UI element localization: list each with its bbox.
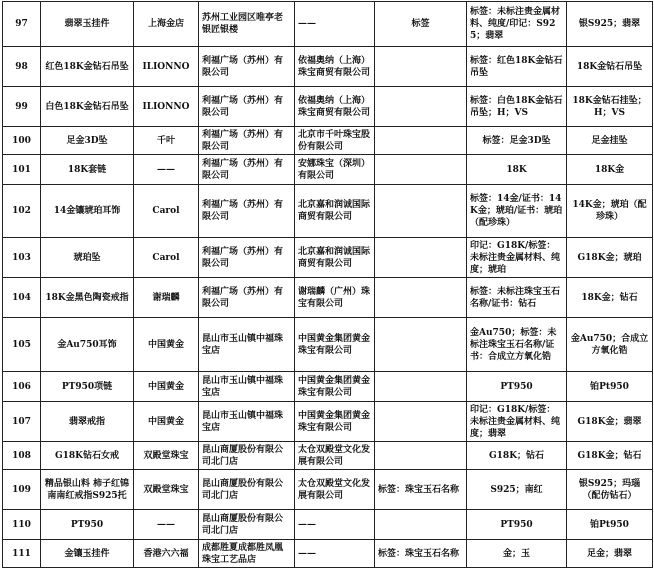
row-number: 111 bbox=[3, 540, 41, 568]
table-row bbox=[3, 372, 653, 402]
seller: 利福广场（苏州）有限公司 bbox=[199, 87, 295, 127]
seller: 昆山商厦股份有限公司北门店 bbox=[199, 510, 295, 540]
label-type bbox=[375, 318, 467, 372]
marking: PT950 bbox=[467, 372, 567, 402]
seller: 成都胜夏成都胜凤凰珠宝工艺品店 bbox=[199, 540, 295, 568]
seller: 利福广场（苏州）有限公司 bbox=[199, 127, 295, 155]
result: G18K金；翡翠 bbox=[567, 402, 653, 442]
row-number: 108 bbox=[3, 442, 41, 470]
label-type bbox=[375, 402, 467, 442]
table-row bbox=[3, 470, 653, 510]
marking: PT950 bbox=[467, 510, 567, 540]
product-name: 红色18K金钻石吊坠 bbox=[41, 47, 134, 87]
marking: 标签：白色18K金钻石吊坠；H；VS bbox=[467, 87, 567, 127]
seller: 利福广场（苏州）有限公司 bbox=[199, 238, 295, 278]
producer: 中国黄金集团黄金珠宝有限公司 bbox=[295, 318, 375, 372]
row-number: 106 bbox=[3, 372, 41, 402]
label-type bbox=[375, 47, 467, 87]
producer: 安娜珠宝（深圳）有限公司 bbox=[295, 155, 375, 185]
row-number: 97 bbox=[3, 2, 41, 47]
product-name: PT950 bbox=[41, 510, 134, 540]
marking: 标签：未标注贵金属材料、纯度/印记：S925；翡翠 bbox=[467, 2, 567, 47]
product-name: 金Au750耳饰 bbox=[41, 318, 134, 372]
table-row bbox=[3, 155, 653, 185]
result: 14K金；琥珀（配珍珠） bbox=[567, 185, 653, 238]
result: 足金挂坠 bbox=[567, 127, 653, 155]
seller: 利福广场（苏州）有限公司 bbox=[199, 185, 295, 238]
label-type bbox=[375, 155, 467, 185]
result: 18K金钻石吊坠 bbox=[567, 47, 653, 87]
result: 铂Pt950 bbox=[567, 372, 653, 402]
producer: 谢瑞麟（广州）珠宝有限公司 bbox=[295, 278, 375, 318]
row-number: 110 bbox=[3, 510, 41, 540]
product-name: 足金3D坠 bbox=[41, 127, 134, 155]
producer: 太仓双殿堂文化发展有限公司 bbox=[295, 442, 375, 470]
seller: 昆山市玉山镇中福珠宝店 bbox=[199, 318, 295, 372]
brand: 中国黄金 bbox=[134, 318, 199, 372]
product-name: 翡翠戒指 bbox=[41, 402, 134, 442]
product-name: 精品银山料 柿子红锦南南红戒指S925托 bbox=[41, 470, 134, 510]
result: 银S925；翡翠 bbox=[567, 2, 653, 47]
brand: 双殿堂珠宝 bbox=[134, 442, 199, 470]
brand: Carol bbox=[134, 238, 199, 278]
label-type bbox=[375, 238, 467, 278]
label-type: 标签：珠宝玉石名称 bbox=[375, 470, 467, 510]
result: G18K金；钻石 bbox=[567, 442, 653, 470]
result: G18K金；琥珀 bbox=[567, 238, 653, 278]
producer: 依福奥纳（上海）珠宝商贸有限公司 bbox=[295, 47, 375, 87]
label-type bbox=[375, 442, 467, 470]
brand: ILIONNO bbox=[134, 47, 199, 87]
marking: 金Au750；标签：未标注珠宝玉石名称/证书：合成立方氧化锆 bbox=[467, 318, 567, 372]
product-name: 14金镶琥珀耳饰 bbox=[41, 185, 134, 238]
row-number: 102 bbox=[3, 185, 41, 238]
inspection-table bbox=[2, 1, 653, 568]
producer: —— bbox=[295, 2, 375, 47]
label-type bbox=[375, 278, 467, 318]
row-number: 105 bbox=[3, 318, 41, 372]
producer: 北京市千叶珠宝股份有限公司 bbox=[295, 127, 375, 155]
brand: 中国黄金 bbox=[134, 402, 199, 442]
producer: 北京嘉和润诚国际商贸有限公司 bbox=[295, 185, 375, 238]
row-number: 109 bbox=[3, 470, 41, 510]
label-type bbox=[375, 87, 467, 127]
seller: 昆山商厦股份有限公司北门店 bbox=[199, 442, 295, 470]
table-row bbox=[3, 510, 653, 540]
product-name: 18K套链 bbox=[41, 155, 134, 185]
product-name: 白色18K金钻石吊坠 bbox=[41, 87, 134, 127]
table-row bbox=[3, 87, 653, 127]
brand: 双殿堂珠宝 bbox=[134, 470, 199, 510]
producer: 依福奥纳（上海）珠宝商贸有限公司 bbox=[295, 87, 375, 127]
marking: 18K bbox=[467, 155, 567, 185]
marking: 标签：未标注珠宝玉石名称/证书：钻石 bbox=[467, 278, 567, 318]
table-row bbox=[3, 318, 653, 372]
table-row bbox=[3, 2, 653, 47]
row-number: 99 bbox=[3, 87, 41, 127]
product-name: 琥珀坠 bbox=[41, 238, 134, 278]
seller: 苏州工业园区唯亭老银匠银楼 bbox=[199, 2, 295, 47]
marking: 印记：G18K/标签：未标注贵金属材料、纯度；琥珀 bbox=[467, 238, 567, 278]
seller: 利福广场（苏州）有限公司 bbox=[199, 47, 295, 87]
brand: 上海金店 bbox=[134, 2, 199, 47]
brand: ILIONNO bbox=[134, 87, 199, 127]
marking: S925；南红 bbox=[467, 470, 567, 510]
label-type bbox=[375, 185, 467, 238]
brand: 谢瑞麟 bbox=[134, 278, 199, 318]
table-row bbox=[3, 238, 653, 278]
row-number: 104 bbox=[3, 278, 41, 318]
result: 金Au750；合成立方氧化锆 bbox=[567, 318, 653, 372]
label-type bbox=[375, 127, 467, 155]
producer: 太仓双殿堂文化发展有限公司 bbox=[295, 470, 375, 510]
seller: 昆山商厦股份有限公司北门店 bbox=[199, 470, 295, 510]
table-row bbox=[3, 442, 653, 470]
marking: 标签：红色18K金钻石吊坠 bbox=[467, 47, 567, 87]
marking: 标签：足金3D坠 bbox=[467, 127, 567, 155]
product-name: G18K钻石女戒 bbox=[41, 442, 134, 470]
table-row bbox=[3, 278, 653, 318]
row-number: 101 bbox=[3, 155, 41, 185]
producer: —— bbox=[295, 540, 375, 568]
brand: Carol bbox=[134, 185, 199, 238]
seller: 昆山市玉山镇中福珠宝店 bbox=[199, 402, 295, 442]
brand: —— bbox=[134, 510, 199, 540]
label-type: 标签 bbox=[375, 2, 467, 47]
brand: 中国黄金 bbox=[134, 372, 199, 402]
seller: 利福广场（苏州）有限公司 bbox=[199, 278, 295, 318]
result: 铂Pt950 bbox=[567, 510, 653, 540]
producer: 中国黄金集团黄金珠宝有限公司 bbox=[295, 372, 375, 402]
marking: 标签：14金/证书：14K金；琥珀/证书：琥珀（配珍珠） bbox=[467, 185, 567, 238]
marking: 印记：G18K/标签：未标注贵金属材料、纯度；翡翠 bbox=[467, 402, 567, 442]
table-row bbox=[3, 127, 653, 155]
brand: —— bbox=[134, 155, 199, 185]
seller: 昆山市玉山镇中福珠宝店 bbox=[199, 372, 295, 402]
brand: 千叶 bbox=[134, 127, 199, 155]
seller: 利福广场（苏州）有限公司 bbox=[199, 155, 295, 185]
table-row bbox=[3, 402, 653, 442]
result: 18K金钻石挂坠；H；VS bbox=[567, 87, 653, 127]
producer: 北京嘉和润诚国际商贸有限公司 bbox=[295, 238, 375, 278]
label-type bbox=[375, 372, 467, 402]
row-number: 107 bbox=[3, 402, 41, 442]
result: 18K金；钻石 bbox=[567, 278, 653, 318]
marking: G18K；钻石 bbox=[467, 442, 567, 470]
brand: 香港六六福 bbox=[134, 540, 199, 568]
row-number: 103 bbox=[3, 238, 41, 278]
label-type bbox=[375, 510, 467, 540]
result: 18K金 bbox=[567, 155, 653, 185]
label-type: 标签：珠宝玉石名称 bbox=[375, 540, 467, 568]
product-name: PT950项链 bbox=[41, 372, 134, 402]
table-row bbox=[3, 540, 653, 568]
table-row bbox=[3, 47, 653, 87]
result: 足金；翡翠 bbox=[567, 540, 653, 568]
producer: —— bbox=[295, 510, 375, 540]
marking: 金；玉 bbox=[467, 540, 567, 568]
result: 银S925；玛瑙（配仿钻石） bbox=[567, 470, 653, 510]
row-number: 98 bbox=[3, 47, 41, 87]
product-name: 翡翠玉挂件 bbox=[41, 2, 134, 47]
product-name: 18K金黑色陶瓷戒指 bbox=[41, 278, 134, 318]
producer: 中国黄金集团黄金珠宝有限公司 bbox=[295, 402, 375, 442]
product-name: 金镶玉挂件 bbox=[41, 540, 134, 568]
table-row bbox=[3, 185, 653, 238]
row-number: 100 bbox=[3, 127, 41, 155]
